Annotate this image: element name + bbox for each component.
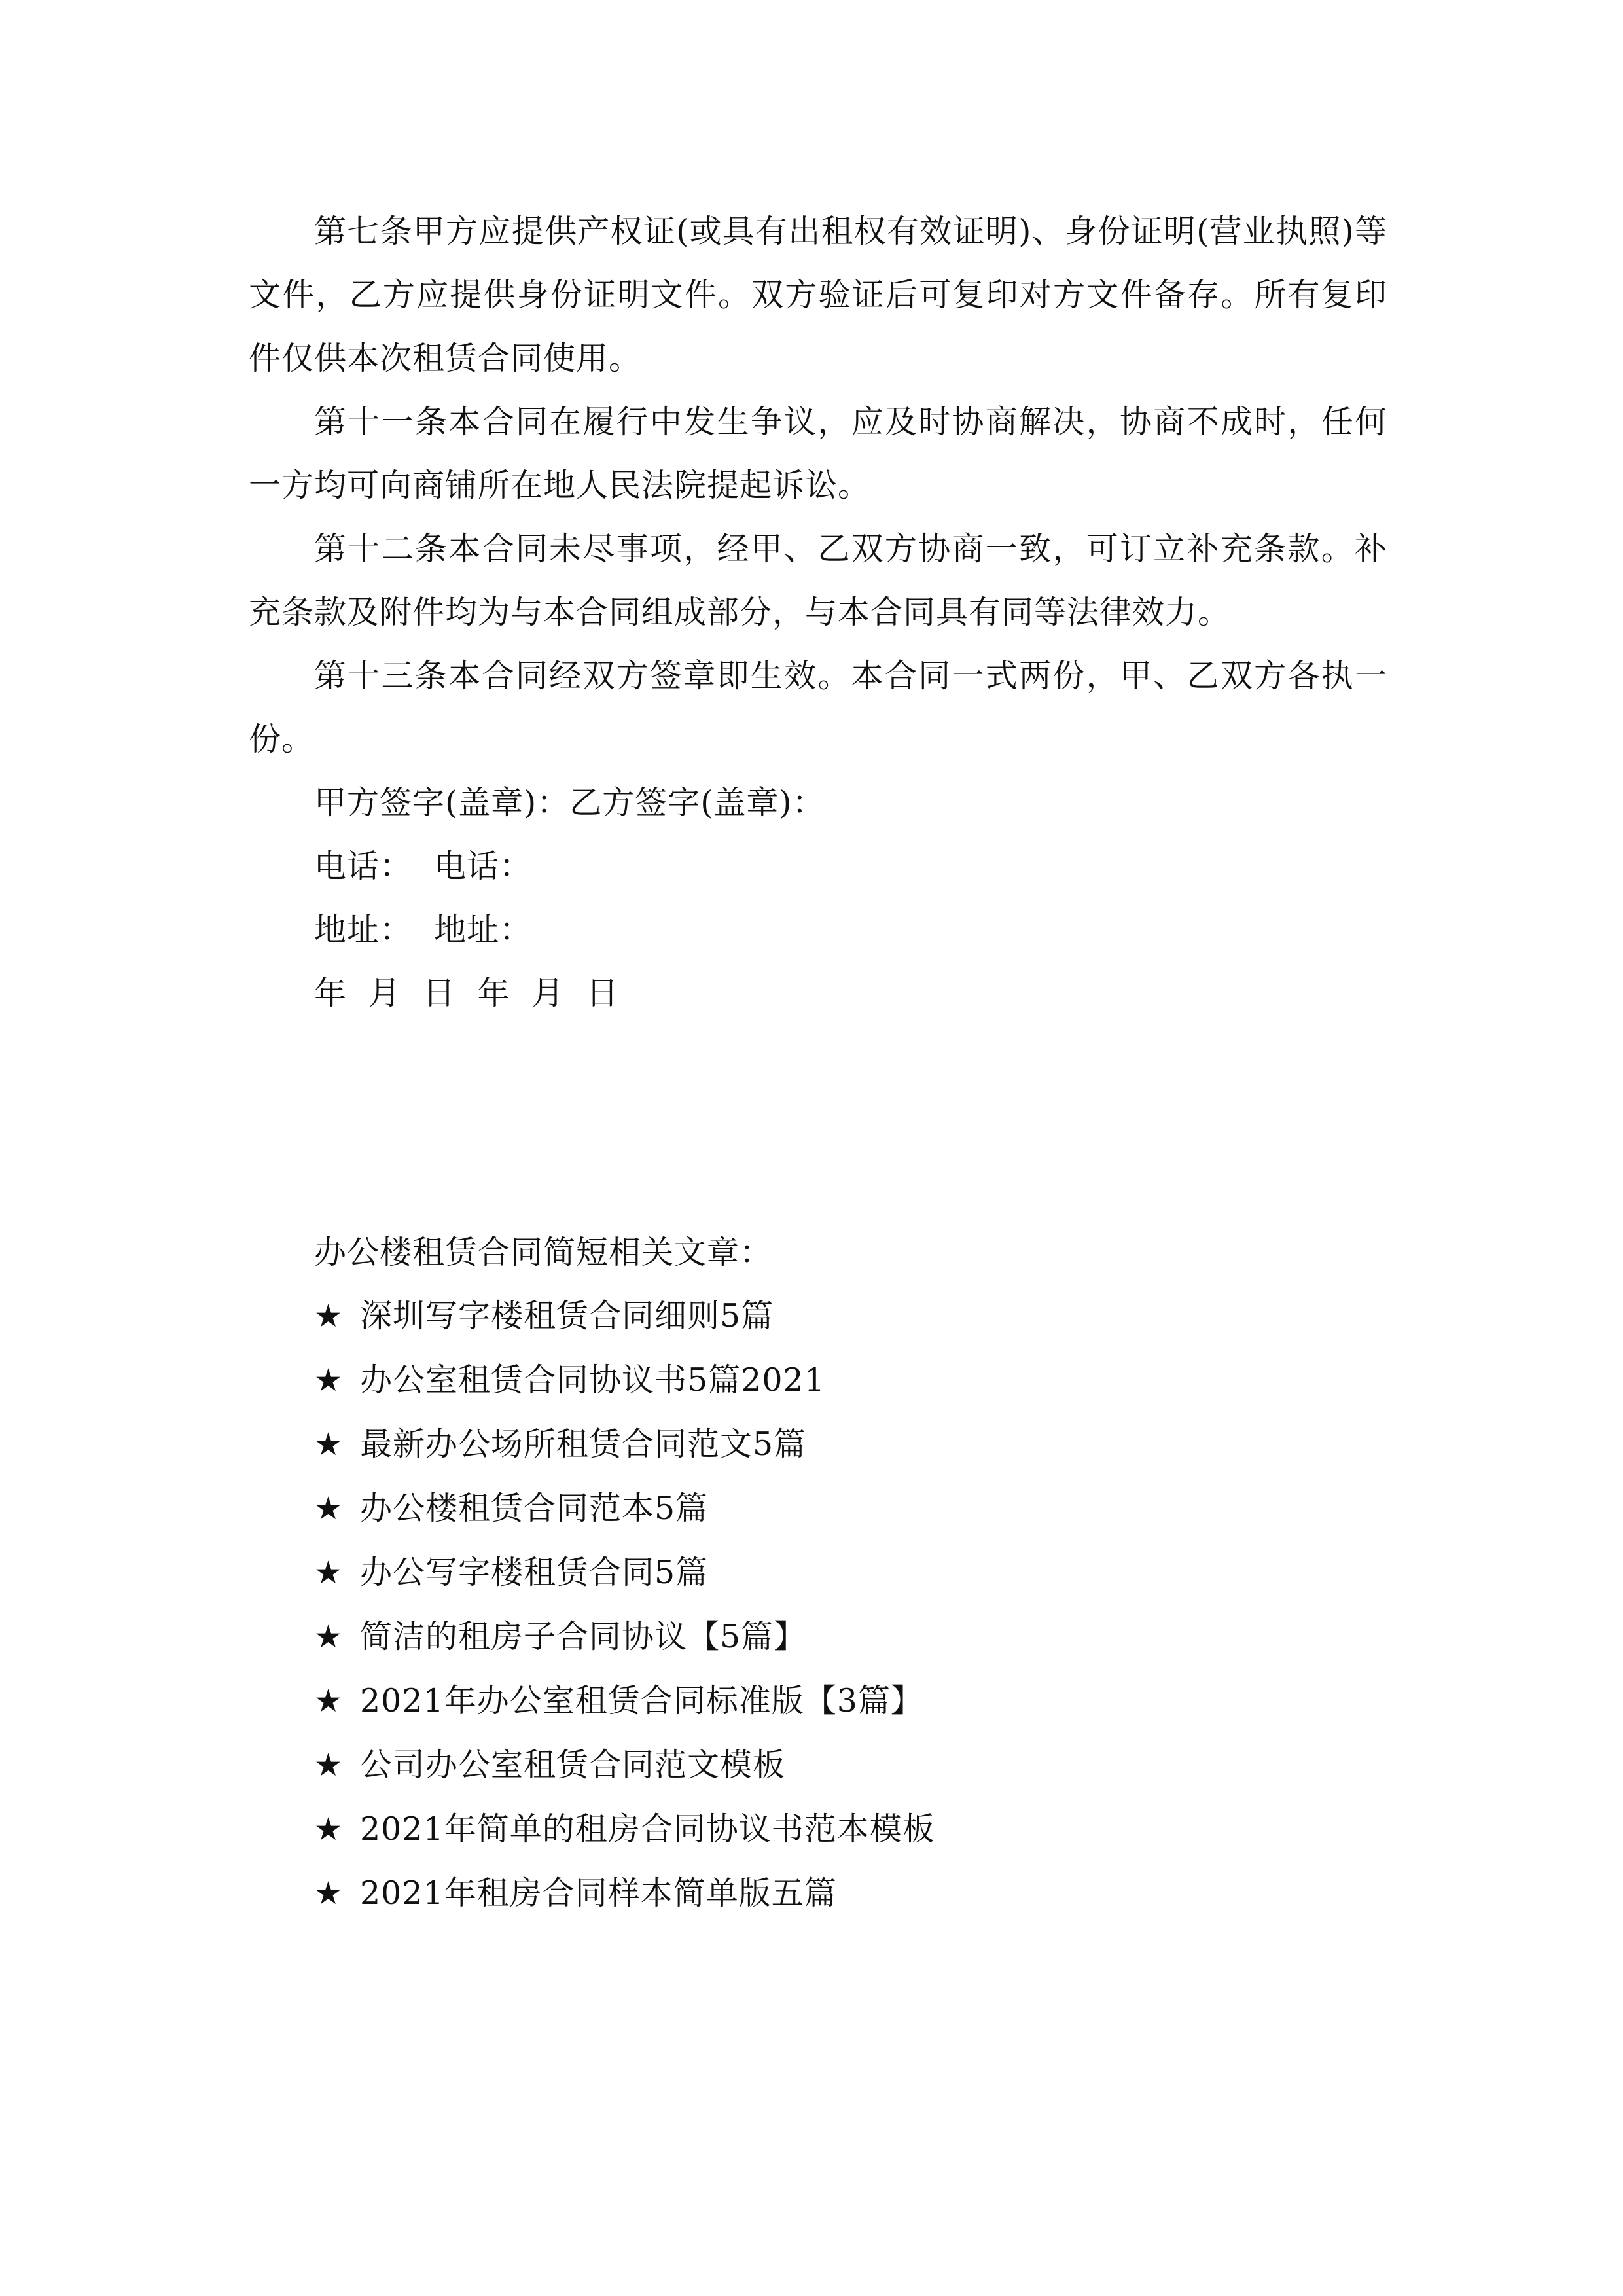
related-articles bbox=[314, 1221, 1387, 1926]
clause-11: 第十一条本合同在履行中发生争议，应及时协商解决，协商不成时，任何一方均可向商铺所在地人民法院提起诉讼。 bbox=[249, 403, 1387, 504]
related-article-link[interactable]: 最新办公场所租赁合同范文5篇 bbox=[360, 1426, 807, 1463]
star-icon: ★ bbox=[314, 1683, 344, 1719]
star-icon: ★ bbox=[314, 1426, 344, 1463]
related-article-item[interactable] bbox=[314, 1477, 1387, 1541]
phone-line: 电话： 电话： bbox=[314, 848, 533, 885]
address-line: 地址： 地址： bbox=[314, 911, 533, 948]
related-article-link[interactable]: 公司办公室租赁合同范文模板 bbox=[360, 1746, 786, 1784]
related-article-item[interactable] bbox=[314, 1733, 1387, 1797]
related-article-item[interactable] bbox=[314, 1861, 1387, 1926]
star-icon: ★ bbox=[314, 1298, 344, 1335]
related-articles-list bbox=[314, 1284, 1387, 1926]
star-icon: ★ bbox=[314, 1362, 344, 1399]
related-articles-title: 办公楼租赁合同简短相关文章： bbox=[314, 1234, 773, 1271]
clause-12: 第十二条本合同未尽事项，经甲、乙双方协商一致，可订立补充条款。补充条款及附件均为与本合同组成部分，与本合同具有同等法律效力。 bbox=[249, 530, 1387, 631]
related-article-link[interactable]: 办公写字楼租赁合同5篇 bbox=[360, 1554, 709, 1591]
star-icon: ★ bbox=[314, 1747, 344, 1784]
signature-line: 甲方签字(盖章)：乙方签字(盖章)： bbox=[314, 784, 825, 821]
star-icon: ★ bbox=[314, 1875, 344, 1912]
related-article-link[interactable]: 2021年简单的租房合同协议书范本模板 bbox=[360, 1810, 935, 1848]
related-article-link[interactable]: 办公楼租赁合同范本5篇 bbox=[360, 1490, 709, 1527]
clause-13: 第十三条本合同经双方签章即生效。本合同一式两份，甲、乙双方各执一份。 bbox=[249, 657, 1387, 758]
related-article-item[interactable] bbox=[314, 1669, 1387, 1733]
related-article-item[interactable] bbox=[314, 1412, 1387, 1477]
star-icon: ★ bbox=[314, 1490, 344, 1527]
star-icon: ★ bbox=[314, 1554, 344, 1591]
contract-body bbox=[249, 200, 1387, 1025]
star-icon: ★ bbox=[314, 1811, 344, 1848]
related-article-item[interactable] bbox=[314, 1348, 1387, 1412]
related-article-item[interactable] bbox=[314, 1284, 1387, 1348]
related-article-link[interactable]: 深圳写字楼租赁合同细则5篇 bbox=[360, 1297, 774, 1335]
related-article-link[interactable]: 办公室租赁合同协议书5篇2021 bbox=[360, 1361, 825, 1399]
related-article-link[interactable]: 2021年租房合同样本简单版五篇 bbox=[360, 1874, 837, 1912]
related-article-item[interactable] bbox=[314, 1541, 1387, 1605]
related-article-item[interactable] bbox=[314, 1797, 1387, 1861]
related-article-item[interactable] bbox=[314, 1605, 1387, 1669]
date-line: 年 月 日 年 月 日 bbox=[314, 975, 619, 1012]
clause-7: 第七条甲方应提供产权证(或具有出租权有效证明)、身份证明(营业执照)等文件，乙方应提供身份证明文件。双方验证后可复印对方文件备存。所有复印件仅供本次租赁合同使用。 bbox=[249, 213, 1387, 377]
star-icon: ★ bbox=[314, 1619, 344, 1655]
related-article-link[interactable]: 2021年办公室租赁合同标准版【3篇】 bbox=[360, 1682, 923, 1719]
related-article-link[interactable]: 简洁的租房子合同协议【5篇】 bbox=[360, 1618, 807, 1655]
